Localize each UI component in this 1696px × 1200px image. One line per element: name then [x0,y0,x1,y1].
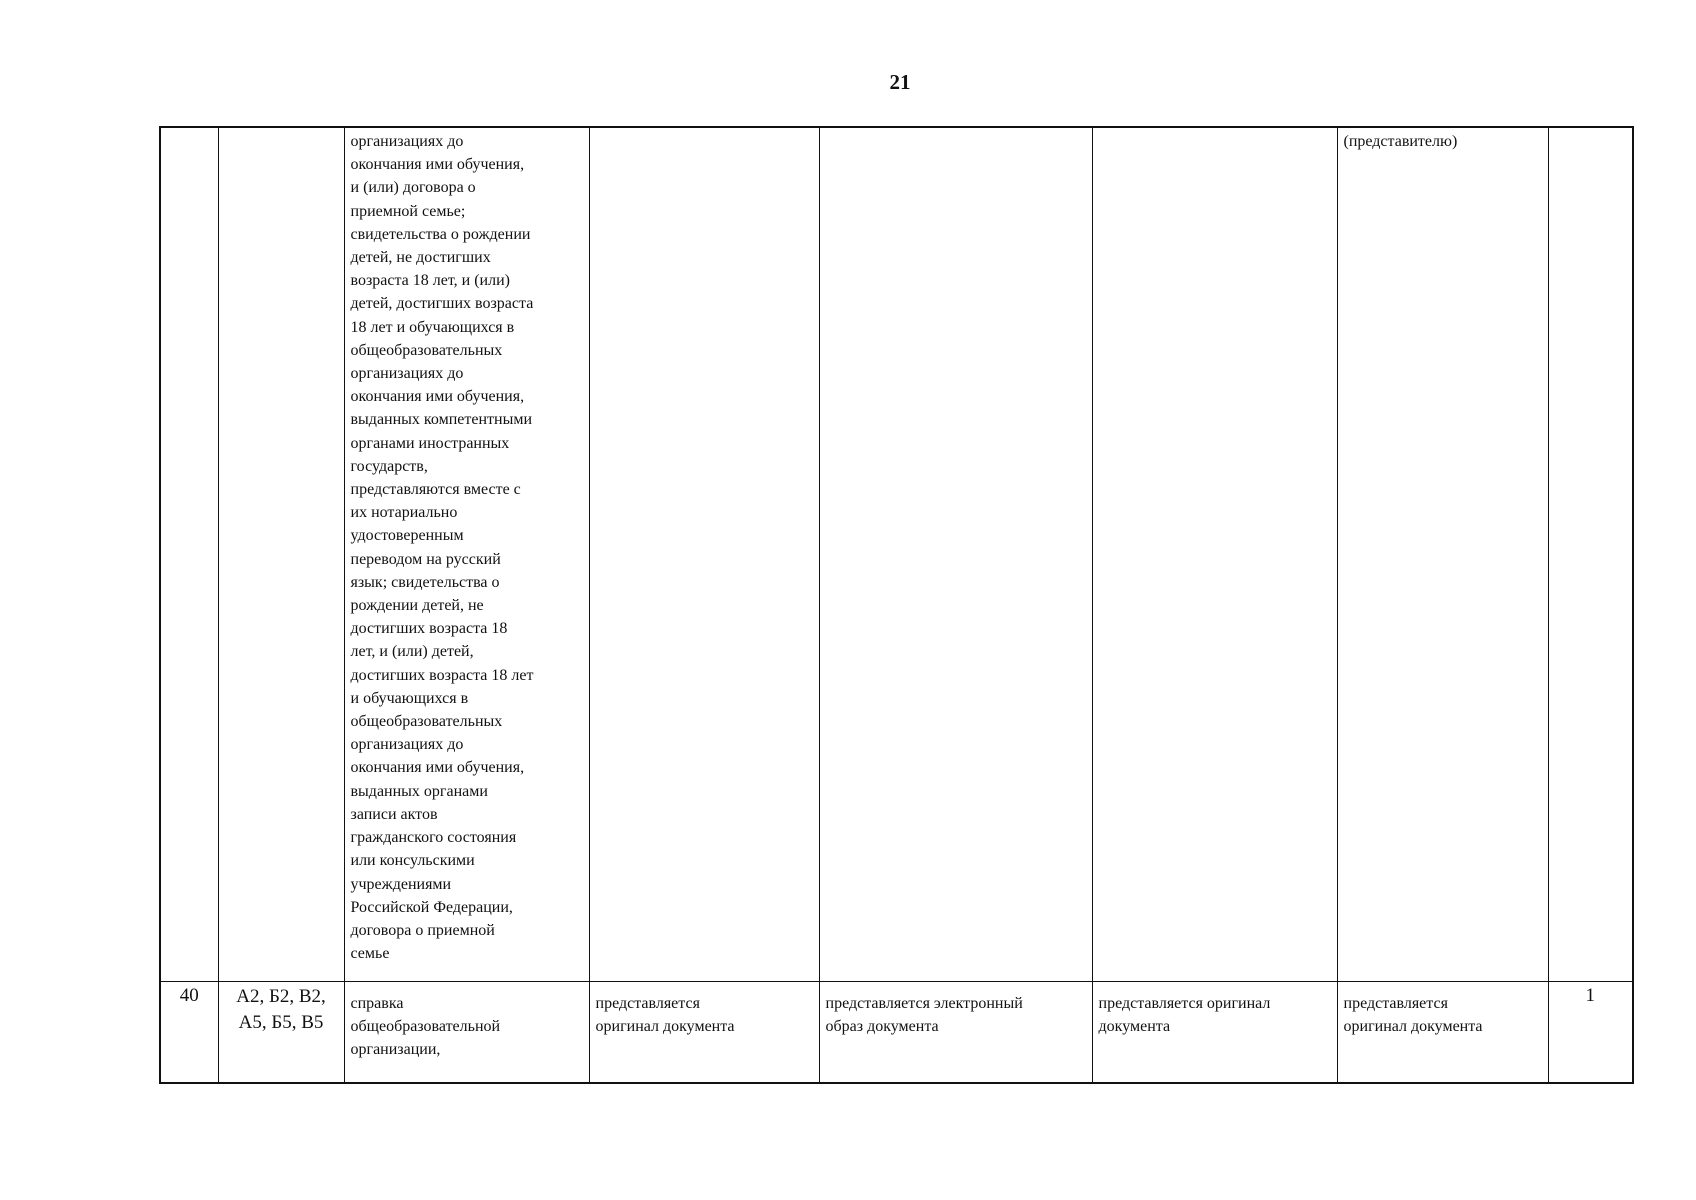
cell-codes: А2, Б2, В2, А5, Б5, В5 [218,982,344,1084]
cell-col7: представляется оригинал документа [1337,982,1548,1084]
cell-col8: 1 [1548,982,1633,1084]
cell-document-name: справка общеобразовательной организации, [344,982,589,1084]
cell-col4 [589,127,819,982]
cell-document-name: организациях до окончания ими обучения, и (или) договора о приемной семье; свидетельства о рождении детей, не достигших возраста 18 лет, и (или) детей, достигших возраста 18 лет и обучающихся в общеобразовательных организациях до окончания ими обучения, выданных компетентными органами иностранных государств, представляются вместе с их нотариально удостоверенным переводом на русский язык; свидетельства о рождении детей, не достигших возраста 18 лет, и (или) детей, достигших возраста 18 лет и обучающихся в общеобразовательных организациях до окончания ими обучения, выданных органами записи актов гражданского состояния или консульскими учреждениями Российской Федерации, договора о приемной семье [344,127,589,982]
cell-col5: представляется электронный образ документа [819,982,1092,1084]
cell-col4: представляется оригинал документа [589,982,819,1084]
cell-number [160,127,218,982]
document-table [159,126,1634,1084]
cell-col7: (представителю) [1337,127,1548,982]
table-row-40 [160,982,1633,1084]
cell-number: 40 [160,982,218,1084]
cell-codes [218,127,344,982]
cell-col8 [1548,127,1633,982]
page-number: 21 [889,70,911,94]
cell-col6: представляется оригинал документа [1092,982,1337,1084]
cell-col5 [819,127,1092,982]
cell-col6 [1092,127,1337,982]
table-row-continuation [160,127,1633,982]
